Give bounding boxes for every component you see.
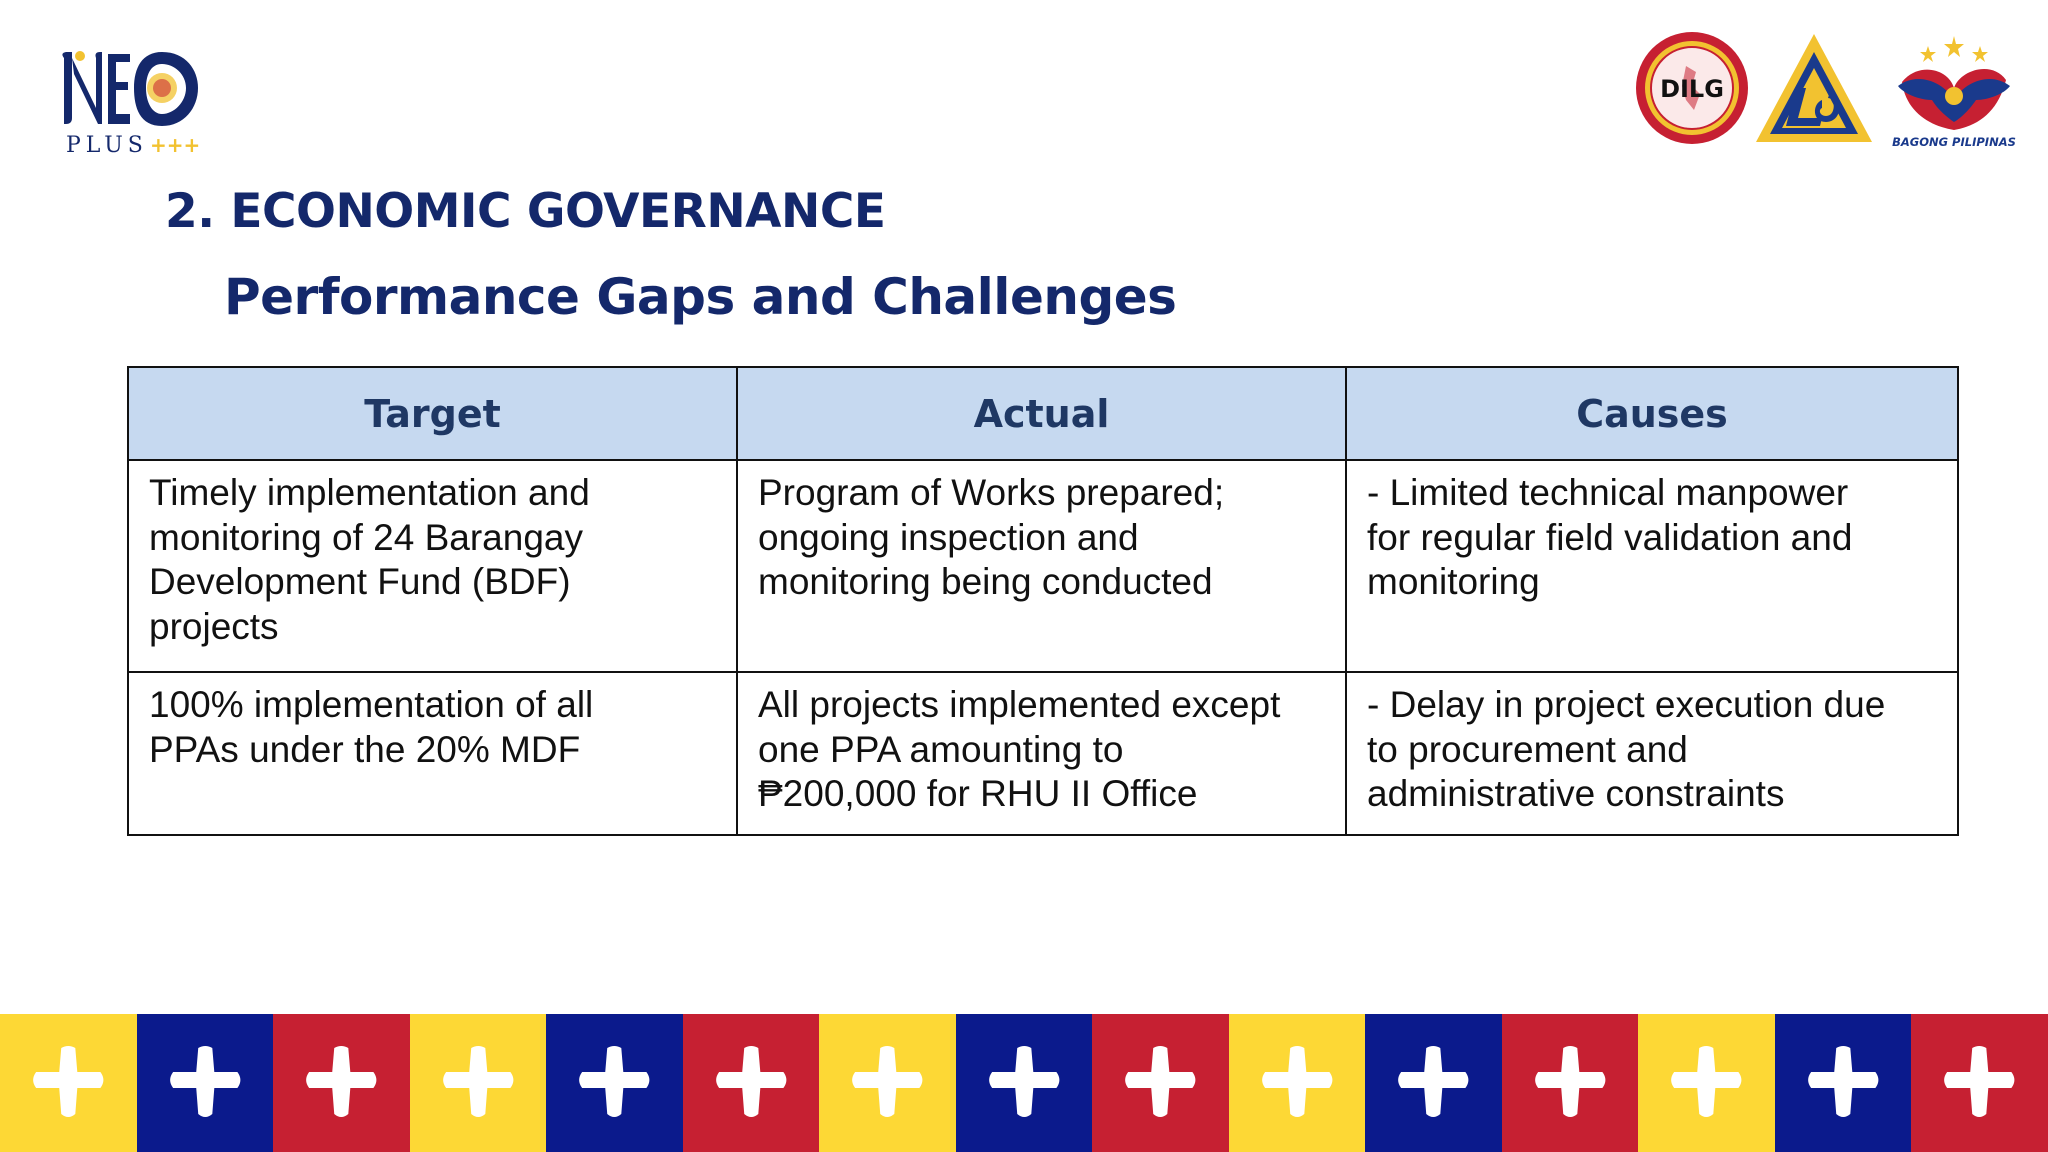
column-header-causes: Causes bbox=[1346, 367, 1958, 460]
cell-line: monitoring being conducted bbox=[758, 561, 1213, 602]
neo-plus-wordmark bbox=[66, 133, 200, 158]
cell-line: monitoring of 24 Barangay bbox=[149, 516, 583, 558]
footer-tile-yellow bbox=[1229, 1014, 1366, 1152]
cell-line: administrative constraints bbox=[1367, 773, 1785, 814]
plus-cross-shape bbox=[1398, 1046, 1468, 1117]
footer-tile-blue bbox=[546, 1014, 683, 1152]
column-header-target: Target bbox=[128, 367, 737, 460]
cell-line: 100% implementation of all bbox=[149, 684, 594, 725]
plus-cross-shape bbox=[306, 1046, 376, 1117]
plus-icon bbox=[1775, 1014, 1912, 1152]
actual-cell bbox=[737, 672, 1346, 835]
table-header-row bbox=[128, 367, 1958, 460]
plus-cross-shape bbox=[1945, 1046, 2015, 1117]
plus-cross-shape bbox=[852, 1046, 922, 1117]
plus-cross-shape bbox=[1672, 1046, 1742, 1117]
cell-line: monitoring bbox=[1367, 561, 1540, 602]
cell-line: one PPA amounting to bbox=[758, 728, 1124, 770]
cell-line: - Delay in project execution due bbox=[1367, 684, 1886, 725]
plus-icon bbox=[137, 1014, 274, 1152]
plus-icon bbox=[683, 1014, 820, 1152]
cell-line: Timely implementation and bbox=[149, 472, 590, 513]
performance-gaps-table bbox=[127, 366, 1959, 836]
table-row bbox=[128, 460, 1958, 672]
plus-icon bbox=[1502, 1014, 1639, 1152]
footer-tile-red bbox=[1911, 1014, 2048, 1152]
column-header-actual: Actual bbox=[737, 367, 1346, 460]
svg-text:DILG: DILG bbox=[1660, 75, 1724, 103]
cell-line: for regular field validation and bbox=[1367, 516, 1853, 558]
cell-line: PPAs under the 20% MDF bbox=[149, 728, 581, 770]
target-cell bbox=[128, 672, 737, 835]
footer-tile-blue bbox=[137, 1014, 274, 1152]
dilg-seal-logo bbox=[1634, 30, 1750, 146]
cell-line: Development Fund (BDF) bbox=[149, 561, 571, 602]
cell-line: to procurement and bbox=[1367, 728, 1688, 770]
plus-icon bbox=[273, 1014, 410, 1152]
plus-cross-shape bbox=[1125, 1046, 1195, 1117]
plus-cross-shape bbox=[989, 1046, 1059, 1117]
bagong-pilipinas-logo bbox=[1888, 30, 2020, 152]
plus-icon bbox=[1911, 1014, 2048, 1152]
plus-cross-shape bbox=[1262, 1046, 1332, 1117]
plus-cross-shape bbox=[1535, 1046, 1605, 1117]
cell-line: - Limited technical manpower bbox=[1367, 472, 1849, 513]
plus-cross-shape bbox=[579, 1046, 649, 1117]
plus-icon bbox=[410, 1014, 547, 1152]
footer-tile-blue bbox=[1775, 1014, 1912, 1152]
footer-tile-red bbox=[1502, 1014, 1639, 1152]
table-row bbox=[128, 672, 1958, 835]
footer-tile-red bbox=[1092, 1014, 1229, 1152]
section-title: 2. ECONOMIC GOVERNANCE bbox=[165, 184, 886, 239]
footer-tile-blue bbox=[956, 1014, 1093, 1152]
footer-tile-yellow bbox=[0, 1014, 137, 1152]
cell-line: ₱200,000 for RHU II Office bbox=[758, 773, 1198, 814]
lga-triangle-logo bbox=[1752, 30, 1876, 146]
plus-icon bbox=[546, 1014, 683, 1152]
cell-line: projects bbox=[149, 605, 279, 647]
svg-text:BAGONG PILIPINAS: BAGONG PILIPINAS bbox=[1892, 135, 2016, 149]
page-subtitle: Performance Gaps and Challenges bbox=[224, 268, 1177, 326]
footer-tile-red bbox=[683, 1014, 820, 1152]
plus-cross-shape bbox=[170, 1046, 240, 1117]
causes-cell bbox=[1346, 672, 1958, 835]
causes-cell bbox=[1346, 460, 1958, 672]
plus-icon bbox=[1229, 1014, 1366, 1152]
plus-cross-shape bbox=[33, 1046, 103, 1117]
footer-tile-yellow bbox=[819, 1014, 956, 1152]
plus-icon bbox=[819, 1014, 956, 1152]
footer-tile-yellow bbox=[410, 1014, 547, 1152]
plus-icon bbox=[1092, 1014, 1229, 1152]
decorative-footer-band bbox=[0, 1014, 2048, 1152]
svg-text:PLUS: PLUS bbox=[66, 133, 148, 158]
plus-cross-shape bbox=[716, 1046, 786, 1117]
footer-tile-blue bbox=[1365, 1014, 1502, 1152]
plus-cross-shape bbox=[443, 1046, 513, 1117]
svg-text:+++: +++ bbox=[150, 133, 201, 157]
plus-icon bbox=[1365, 1014, 1502, 1152]
cell-line: All projects implemented except bbox=[758, 684, 1281, 725]
cell-line: ongoing inspection and bbox=[758, 516, 1139, 558]
plus-icon bbox=[1638, 1014, 1775, 1152]
neo-plus-logo bbox=[58, 48, 208, 158]
plus-cross-shape bbox=[1808, 1046, 1878, 1117]
target-cell bbox=[128, 460, 737, 672]
actual-cell bbox=[737, 460, 1346, 672]
plus-icon bbox=[956, 1014, 1093, 1152]
plus-icon bbox=[0, 1014, 137, 1152]
cell-line: Program of Works prepared; bbox=[758, 472, 1225, 513]
footer-tile-red bbox=[273, 1014, 410, 1152]
footer-tile-yellow bbox=[1638, 1014, 1775, 1152]
